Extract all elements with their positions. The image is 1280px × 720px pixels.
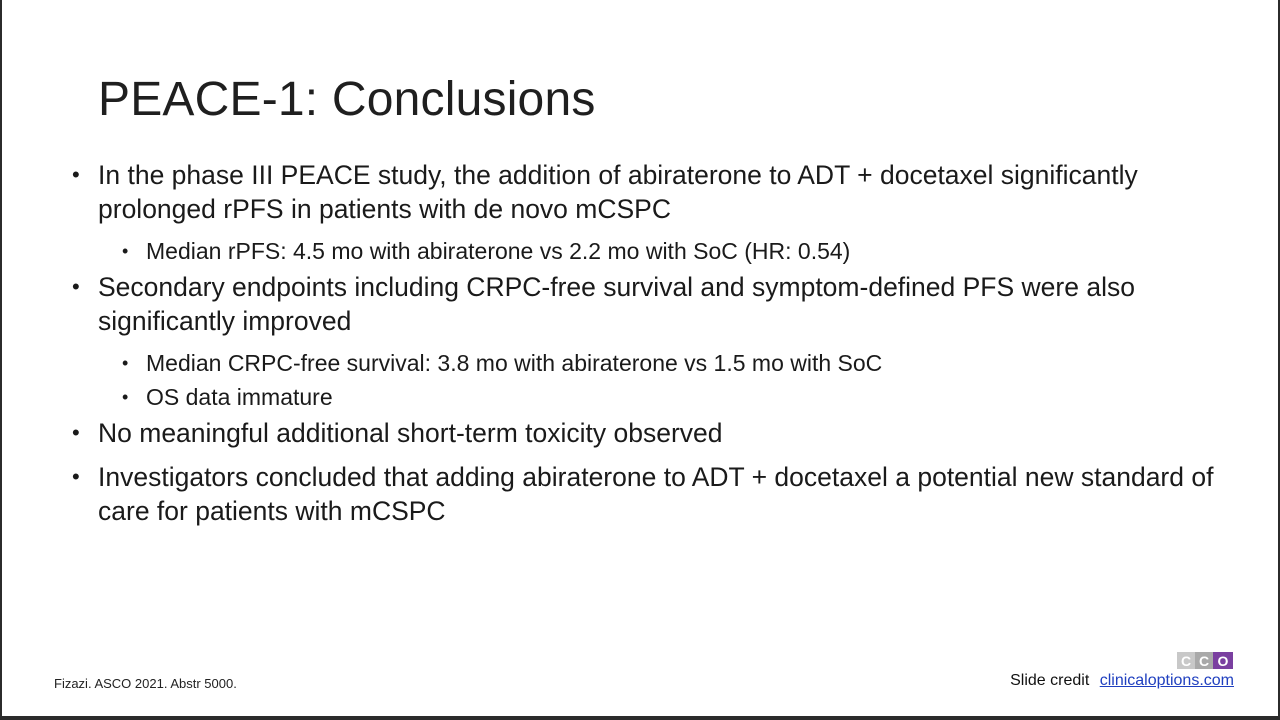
logo-letter-2: C xyxy=(1195,652,1213,669)
bullet-text: Investigators concluded that adding abiraterone to ADT + docetaxel a potential new standard of care for patients with mCSPC xyxy=(98,462,1214,526)
bullet-icon: • xyxy=(72,162,80,187)
bullet-item xyxy=(72,460,1222,528)
bullet-text: In the phase III PEACE study, the addition of abiraterone to ADT + docetaxel significantly prolonged rPFS in patients with de novo mCSPC xyxy=(98,160,1138,224)
sub-bullet-item xyxy=(72,348,1222,378)
footer-reference: Fizazi. ASCO 2021. Abstr 5000. xyxy=(54,676,237,691)
window-border-bottom xyxy=(0,716,1280,720)
sub-bullet-icon: • xyxy=(122,241,129,261)
sub-bullet-text: Median rPFS: 4.5 mo with abiraterone vs 2.2 mo with SoC (HR: 0.54) xyxy=(146,238,851,264)
sub-bullet-item xyxy=(72,382,1222,412)
slide-credit-label: Slide credit xyxy=(1010,672,1090,689)
slide-credit xyxy=(1010,672,1234,690)
logo-letter-3: O xyxy=(1213,652,1233,669)
slide-title: PEACE-1: Conclusions xyxy=(98,73,596,126)
cco-logo-icon xyxy=(1177,652,1233,669)
bullet-text: No meaningful additional short-term toxicity observed xyxy=(98,418,723,448)
logo-letter-1: C xyxy=(1177,652,1195,669)
sub-bullet-text: Median CRPC-free survival: 3.8 mo with abiraterone vs 1.5 mo with SoC xyxy=(146,350,883,376)
bullet-item xyxy=(72,270,1222,338)
sub-bullet-text: OS data immature xyxy=(146,384,333,410)
sub-bullet-item xyxy=(72,236,1222,266)
slide-credit-link[interactable]: clinicaloptions.com xyxy=(1099,672,1234,689)
sub-bullet-icon: • xyxy=(122,387,129,407)
window-border-left xyxy=(0,0,2,720)
bullet-item xyxy=(72,158,1222,226)
bullet-icon: • xyxy=(72,464,80,489)
bullet-item xyxy=(72,416,1222,450)
bullet-text: Secondary endpoints including CRPC-free survival and symptom-defined PFS were also significantly improved xyxy=(98,272,1135,336)
sub-bullet-icon: • xyxy=(122,353,129,373)
slide-content xyxy=(72,158,1222,538)
bullet-icon: • xyxy=(72,274,80,299)
bullet-icon: • xyxy=(72,420,80,445)
